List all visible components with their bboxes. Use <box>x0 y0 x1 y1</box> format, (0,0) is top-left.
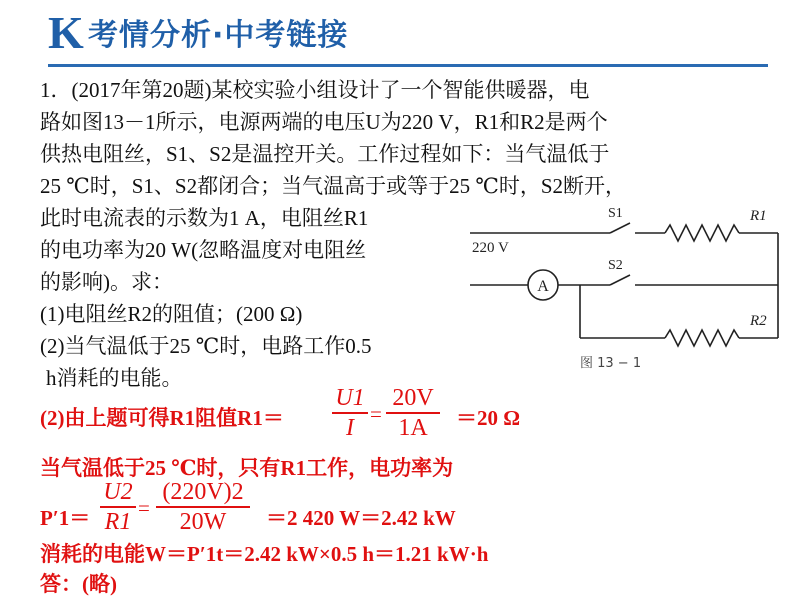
question-line-7: 的影响)。求： <box>40 270 173 294</box>
ammeter-label: A <box>537 278 549 295</box>
voltage-label: 220 V <box>472 240 509 256</box>
answer-line-5: 答：(略) <box>40 572 117 596</box>
fraction-denominator: 1A <box>398 415 428 441</box>
equals-sign: = <box>370 402 382 426</box>
question-line-1: 1．(2017年第20题)某校实验小组设计了一个智能供暖器，电 <box>40 78 590 102</box>
fraction-u2-over-r1 <box>100 478 136 536</box>
fraction-denominator: R1 <box>104 509 132 535</box>
question-line-9: (2)当气温低于25 ℃时，电路工作0.5 <box>40 334 372 358</box>
question-line-6: 的电功率为20 W(忽略温度对电阻丝 <box>40 238 367 262</box>
resistor-r2-label: R2 <box>750 313 767 329</box>
switch-s2-label: S2 <box>608 258 623 273</box>
answer-line-2: 当气温低于25 ℃时，只有R1工作，电功率为 <box>40 456 454 480</box>
fraction-u1-over-i <box>332 384 368 442</box>
question-line-10: h消耗的电能。 <box>46 366 183 390</box>
fraction-numerator: U2 <box>103 479 133 505</box>
answer-line-3-prefix: P′1＝ <box>40 506 91 530</box>
header-divider <box>48 64 768 67</box>
figure-caption: 图 13 − 1 <box>580 356 642 371</box>
switch-s1-label: S1 <box>608 206 623 221</box>
fraction-numerator: U1 <box>335 385 365 411</box>
fraction-numerator: 20V <box>392 385 434 411</box>
slide-header <box>0 0 800 70</box>
question-line-4: 25 ℃时，S1、S2都闭合；当气温高于或等于25 ℃时，S2断开， <box>40 174 627 198</box>
circuit-diagram <box>460 195 790 375</box>
question-line-3: 供热电阻丝，S1、S2是温控开关。工作过程如下：当气温低于 <box>40 142 610 166</box>
answer-line-1-result: ＝20 Ω <box>456 406 521 430</box>
answer-line-4: 消耗的电能W＝P′1t＝2.42 kW×0.5 h＝1.21 kW·h <box>40 542 489 566</box>
fraction-20v-over-1a <box>386 384 440 442</box>
question-line-2: 路如图13－1所示，电源两端的电压U为220 V，R1和R2是两个 <box>40 110 608 134</box>
header-logo-letter: K <box>48 7 84 58</box>
equals-sign: = <box>138 496 150 520</box>
fraction-220v-squared-over-20w <box>156 478 250 536</box>
fraction-denominator: I <box>346 415 354 441</box>
fraction-numerator: (220V)2 <box>162 479 244 505</box>
resistor-r1-label: R1 <box>750 208 767 224</box>
answer-line-3-result: ＝2 420 W＝2.42 kW <box>266 506 456 530</box>
header-title: 考情分析·中考链接 <box>88 18 349 53</box>
question-line-8: (1)电阻丝R2的阻值；(200 Ω) <box>40 302 303 326</box>
answer-line-1-prefix: (2)由上题可得R1阻值R1＝ <box>40 406 284 430</box>
fraction-denominator: 20W <box>179 509 227 535</box>
question-line-5: 此时电流表的示数为1 A，电阻丝R1 <box>40 206 369 230</box>
